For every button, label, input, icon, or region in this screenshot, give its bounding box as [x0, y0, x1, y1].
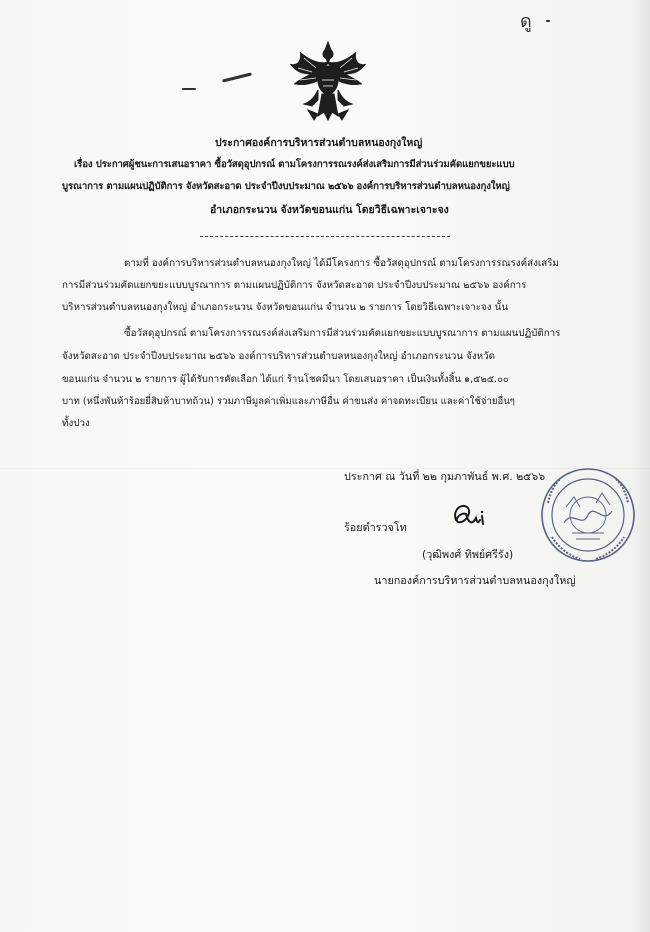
announcement-title: ประกาศองค์การบริหารส่วนตำบลหนองกุงใหญ่: [215, 137, 423, 149]
subject-line-1: เรื่อง ประกาศผู้ชนะการเสนอราคา ซื้อวัสดุอุปกรณ์ ตามโครงการรณรงค์ส่งเสริมการมีส่วนร่วมคัดแยกขยะแบบ: [74, 159, 515, 170]
paragraph2-line-4: บาท (หนึ่งพันห้าร้อยยี่สิบห้าบาทถ้วน) รวมภาษีมูลค่าเพิ่มและภาษีอื่น ค่าขนส่ง ค่าจดทะเบียน และค่าใช้จ่ายอื่นๆ: [62, 396, 515, 407]
subject-line-3: อำเภอกระนวน จังหวัดขอนแก่น โดยวิธีเฉพาะเจาะจง: [210, 204, 449, 216]
paragraph2-line-3: ขอนแก่น จำนวน ๒ รายการ ผู้ได้รับการคัดเลือก ได้แก่ ร้านโชคมีนา โดยเสนอราคา เป็นเงินทั้งสิ้น ๑,๕๒๕.๐๐: [62, 374, 509, 385]
paragraph1-line-2: การมีส่วนร่วมคัดแยกขยะแบบบูรณาการ ตามแผนปฏิบัติการ จังหวัดสะอาด ประจำปีงบประมาณ ๒๕๖๖ องค์การ: [62, 280, 527, 291]
official-seal-stamp-icon: [538, 463, 638, 568]
stray-pen-mark: [222, 72, 252, 82]
paragraph2-line-1: ซื้อวัสดุอุปกรณ์ ตามโครงการรณรงค์ส่งเสริมการมีส่วนร่วมคัดแยกขยะแบบบูรณาการ ตามแผนปฏิบัติการ: [124, 328, 561, 339]
stray-pen-mark: [546, 20, 550, 22]
garuda-emblem-icon: [288, 40, 368, 122]
announce-date: ประกาศ ณ วันที่ ๒๒ กุมภาพันธ์ พ.ศ. ๒๕๖๖: [344, 470, 546, 483]
signer-rank: ร้อยตำรวจโท: [344, 521, 407, 534]
signer-position: นายกองค์การบริหารส่วนตำบลหนองกุงใหญ่: [374, 574, 576, 587]
separator-dashed-line: [200, 236, 450, 237]
corner-handwritten-mark: ดู: [520, 11, 532, 32]
paragraph2-line-5: ทั้งปวง: [62, 418, 90, 429]
paragraph1-line-3: บริหารส่วนตำบลหนองกุงใหญ่ อำเภอกระนวน จังหวัดขอนแก่น จำนวน ๒ รายการ โดยวิธีเฉพาะเจาะจง นั้น: [62, 302, 509, 313]
stray-pen-mark: [182, 88, 196, 90]
paragraph2-line-2: จังหวัดสะอาด ประจำปีงบประมาณ ๒๕๖๖ องค์การบริหารส่วนตำบลหนองกุงใหญ่ อำเภอกระนวน จังหวัด: [62, 351, 495, 362]
paragraph1-line-1: ตามที่ องค์การบริหารส่วนตำบลหนองกุงใหญ่ ได้มีโครงการ ซื้อวัสดุอุปกรณ์ ตามโครงการรณรงค์ส่งเสริม: [124, 258, 559, 269]
signer-name: (วุฒิพงศ์ ทิพย์ศรีรัง): [422, 548, 514, 561]
subject-line-2: บูรณาการ ตามแผนปฏิบัติการ จังหวัดสะอาด ประจำปีงบประมาณ ๒๕๖๖ องค์การบริหารส่วนตำบลหนองกุงใหญ่: [62, 181, 510, 192]
handwritten-signature-icon: [450, 500, 498, 534]
